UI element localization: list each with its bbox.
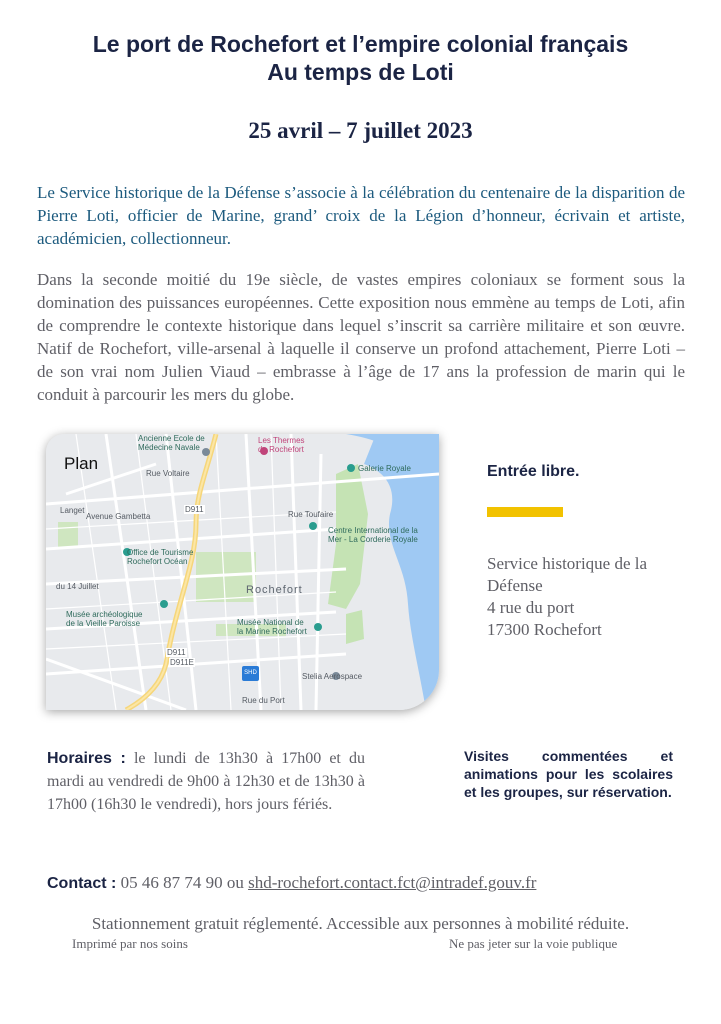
- footer-litter: Ne pas jeter sur la voie publique: [449, 936, 618, 951]
- contact-email-link[interactable]: shd-rochefort.contact.fct@intradef.gouv.fr: [248, 873, 537, 892]
- map-label-musee-archeo: Musée archéologique de la Vieille Paroisse: [66, 610, 143, 628]
- map[interactable]: [46, 434, 439, 710]
- opening-hours-text: le lundi de 13h30 à 17h00 et du mardi au vendredi de 9h00 à 12h30 et de 13h30 à 17h00 (16h30 le vendredi), hors jours fériés.: [47, 750, 366, 813]
- contact: [47, 873, 536, 893]
- map-label-rue-port: Rue du Port: [242, 696, 285, 705]
- map-label-thermes: Les Thermes de Rochefort: [258, 436, 305, 454]
- title-line-2: Au temps de Loti: [267, 59, 454, 85]
- map-label-d911e: D911E: [170, 658, 194, 667]
- free-entry: Entrée libre.: [487, 463, 580, 480]
- parking-accessibility: Stationnement gratuit réglementé. Accessible aux personnes à mobilité réduite.: [91, 914, 630, 933]
- map-label-toufaire: Rue Toufaire: [288, 510, 334, 519]
- map-label-tourisme: Office de Tourisme Rochefort Océan: [127, 548, 194, 566]
- address: [487, 553, 687, 641]
- intro-paragraph: Le Service historique de la Défense s’associe à la célébration du centenaire de la disparition de Pierre Loti, officier de Marine, grand’ croix de la Légion d’honneur, écrivain et artiste, académicien, collectionneur.: [37, 183, 685, 248]
- map-label-corderie: Centre International de la Mer - La Corderie Royale: [328, 526, 418, 544]
- map-label-ecole: Ancienne Ecole de Médecine Navale: [138, 434, 205, 452]
- map-label-stelia: Stelia Aerospace: [302, 672, 363, 681]
- exhibition-dates: 25 avril – 7 juillet 2023: [248, 118, 473, 143]
- address-line: 4 rue du port: [487, 598, 575, 617]
- body-paragraph: Dans la seconde moitié du 19e siècle, de vastes empires coloniaux se forment sous la domination des puissances européennes. Cette exposition nous emmène au temps de Loti, afin de comprendre le contexte historique dans lequel s’inscrit sa carrière militaire et son œuvre. Natif de Rochefort, ville-arsenal à laquelle il conserve un profond attachement, Pierre Loti – de son vrai nom Julien Viaud – embrasse à l’âge de 17 ans la profession de marin qui le conduit à parcourir les mers du globe.: [37, 270, 685, 404]
- map-label-gambetta: Avenue Gambetta: [86, 512, 151, 521]
- map-city-label: Rochefort: [246, 584, 303, 596]
- map-label-langet: Langet: [60, 506, 85, 515]
- footer-printed: Imprimé par nos soins: [72, 936, 188, 951]
- map-label-voltaire: Rue Voltaire: [146, 469, 190, 478]
- shd-marker-icon[interactable]: SHD: [242, 666, 259, 681]
- guided-tours: Visites commentées et animations pour les scolaires et les groupes, sur réservation.: [464, 748, 673, 800]
- opening-hours-label: Horaires :: [47, 750, 126, 767]
- address-line: Défense: [487, 576, 543, 595]
- page-title: [0, 30, 721, 86]
- map-label-d911-b: D911: [167, 648, 186, 657]
- map-label-d911-a: D911: [185, 505, 204, 514]
- contact-label: Contact :: [47, 875, 117, 892]
- title-line-1: Le port de Rochefort et l’empire colonial français: [92, 31, 629, 57]
- opening-hours: [47, 747, 365, 816]
- map-label-juillet: du 14 Juillet: [56, 582, 99, 591]
- map-label-galerie: Galerie Royale: [358, 464, 411, 473]
- contact-phone: 05 46 87 74 90 ou: [120, 873, 244, 892]
- map-plan-label: Plan: [64, 454, 99, 473]
- map-label-musee-marine: Musée National de la Marine Rochefort: [237, 618, 307, 636]
- accent-bar: [487, 507, 563, 517]
- address-line: 17300 Rochefort: [487, 620, 602, 639]
- address-line: Service historique de la: [487, 554, 648, 573]
